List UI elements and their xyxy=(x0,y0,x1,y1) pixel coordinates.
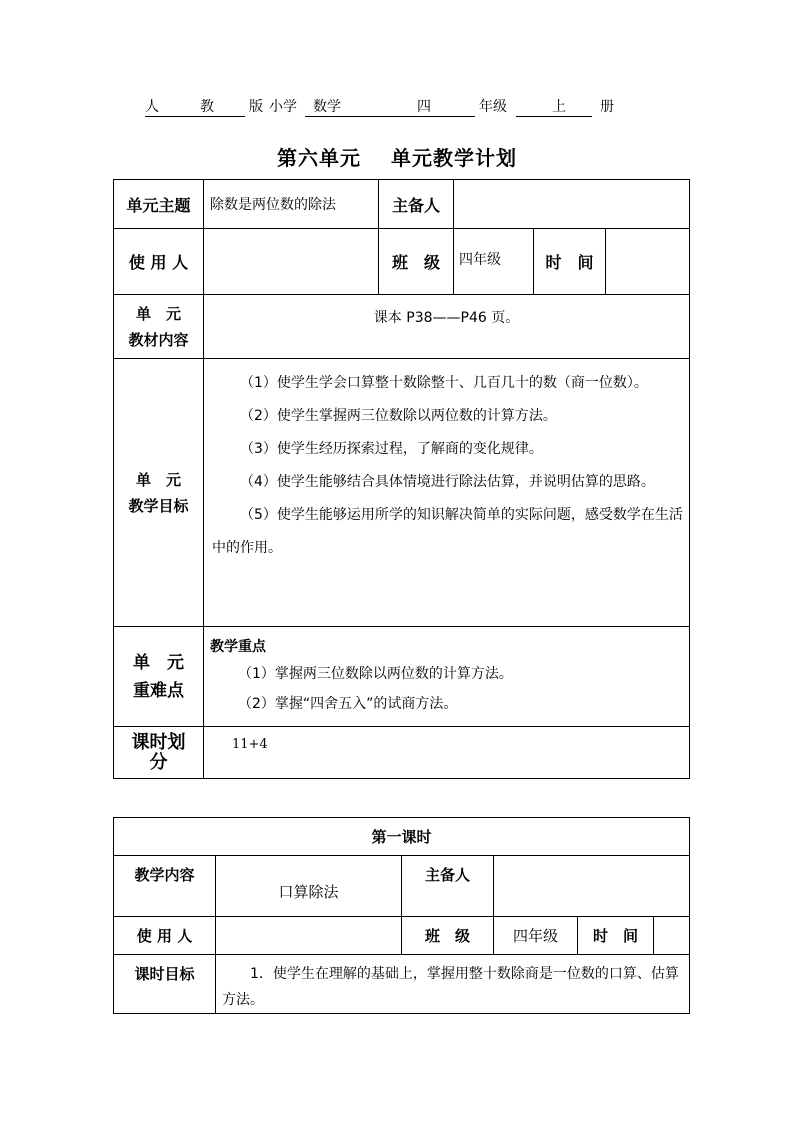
lesson-user-value xyxy=(216,917,402,955)
user-value xyxy=(204,229,379,295)
header-volume: 上 xyxy=(552,99,566,115)
user-label: 使 用 人 xyxy=(114,229,204,295)
title-unit: 第六单元 xyxy=(277,146,361,170)
content-value: 课本 P38——P46 页。 xyxy=(204,295,690,359)
table-row xyxy=(114,180,690,229)
lesson-goal-label: 课时目标 xyxy=(114,955,216,1014)
key-point: （1）掌握两三位数除以两位数的计算方法。 xyxy=(238,666,513,682)
goals-label-line1: 单 元 xyxy=(135,470,181,489)
preparer-value xyxy=(454,180,690,229)
lesson-goal-value: 1．使学生在理解的基础上，掌握用整十数除商是一位数的口算、估算方法。 xyxy=(216,955,690,1014)
lesson-class-label: 班 级 xyxy=(402,917,494,955)
table-row xyxy=(114,359,690,627)
goals-label xyxy=(114,359,204,627)
lesson-class-value: 四年级 xyxy=(494,917,578,955)
lesson-plan-table xyxy=(113,817,690,1014)
underline-publisher xyxy=(145,116,245,117)
title-plan: 单元教学计划 xyxy=(391,146,517,170)
table-row xyxy=(114,295,690,359)
table-row xyxy=(114,917,690,955)
lesson-preparer-value xyxy=(494,856,690,917)
goal-item: （3）使学生经历探索过程，了解商的变化规律。 xyxy=(240,441,543,457)
class-value: 四年级 xyxy=(454,229,534,295)
table-row xyxy=(114,955,690,1014)
header-grade-label: 年级 xyxy=(479,99,507,115)
table-row xyxy=(114,627,690,727)
preparer-label: 主备人 xyxy=(379,180,454,229)
period-label xyxy=(114,727,204,779)
header-school: 小学 xyxy=(269,99,297,115)
header-publisher: 人 xyxy=(145,99,159,115)
time-value xyxy=(606,229,690,295)
table-row xyxy=(114,229,690,295)
key-label-line1: 单 元 xyxy=(133,652,184,673)
time-label: 时 间 xyxy=(534,229,606,295)
key-label xyxy=(114,627,204,727)
goal-item: （5）使学生能够运用所学的知识解决简单的实际问题，感受数学在生活中的作用。 xyxy=(212,507,683,556)
theme-label: 单元主题 xyxy=(114,180,204,229)
lesson-time-value xyxy=(654,917,690,955)
underline-subject xyxy=(305,116,475,117)
key-label-line2: 重难点 xyxy=(133,680,184,701)
lesson-preparer-label: 主备人 xyxy=(402,856,494,917)
lesson-content-label: 教学内容 xyxy=(114,856,216,917)
table-row xyxy=(114,727,690,779)
period-label-line2: 分 xyxy=(149,752,168,773)
unit-plan-table xyxy=(113,179,690,779)
underline-volume xyxy=(516,116,592,117)
header-ban: 版 xyxy=(249,99,263,115)
key-point: （2）掌握“四舍五入”的试商方法。 xyxy=(238,696,458,712)
table-row xyxy=(114,856,690,917)
goal-item: （2）使学生掌握两三位数除以两位数的计算方法。 xyxy=(240,408,557,424)
content-label xyxy=(114,295,204,359)
key-points xyxy=(204,627,690,727)
lesson-user-label: 使 用 人 xyxy=(114,917,216,955)
goal-item: （1）使学生学会口算整十数除整十、几百几十的数（商一位数）。 xyxy=(240,375,648,391)
header-subject: 数学 xyxy=(313,99,341,115)
header-publisher-2: 教 xyxy=(200,99,214,115)
page-title xyxy=(0,142,794,171)
header-volume-label: 册 xyxy=(600,99,614,115)
goal-item: （4）使学生能够结合具体情境进行除法估算，并说明估算的思路。 xyxy=(240,474,655,490)
theme-value: 除数是两位数的除法 xyxy=(204,180,379,229)
key-heading: 教学重点 xyxy=(210,639,266,655)
goals-list xyxy=(204,359,690,627)
header-grade: 四 xyxy=(417,99,431,115)
goals-label-line2: 教学目标 xyxy=(128,496,189,515)
content-label-line2: 教材内容 xyxy=(128,330,189,349)
content-label-line1: 单 元 xyxy=(135,304,181,323)
lesson-content-value: 口算除法 xyxy=(216,856,402,917)
table-row xyxy=(114,818,690,856)
lesson-heading: 第一课时 xyxy=(114,818,690,856)
period-value: 11+4 xyxy=(204,727,690,779)
period-label-line1: 课时划 xyxy=(131,732,186,753)
lesson-time-label: 时 间 xyxy=(578,917,654,955)
class-label: 班 级 xyxy=(379,229,454,295)
